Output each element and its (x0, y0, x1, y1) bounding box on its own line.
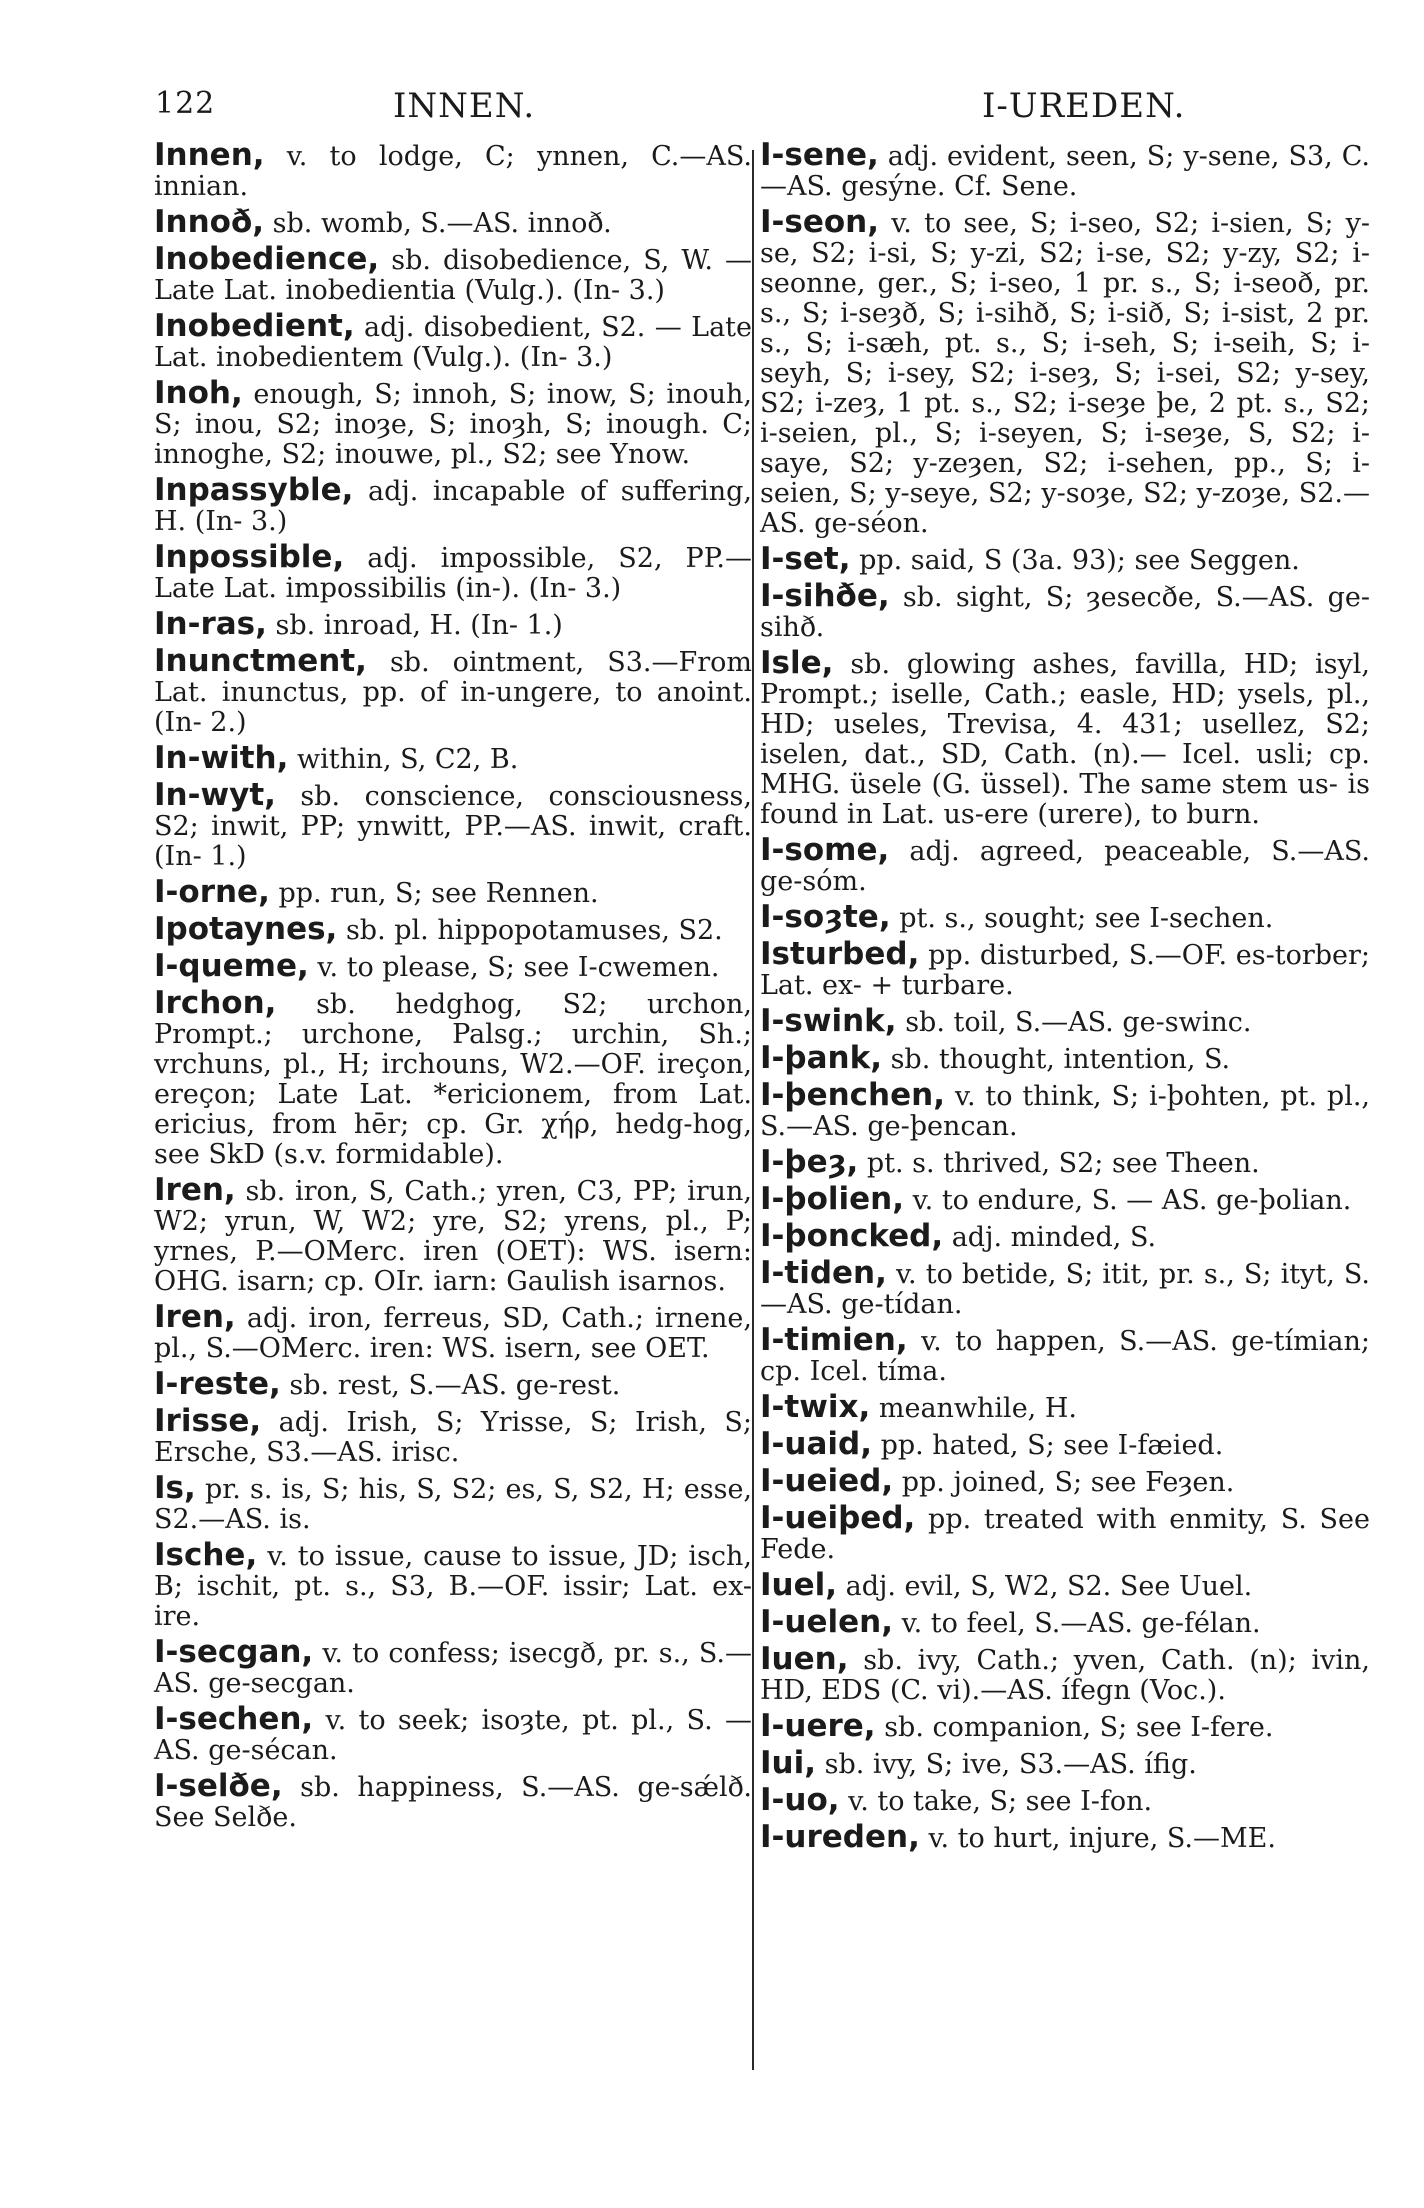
entry-headword: I-tiden, (760, 1255, 887, 1291)
entry-definition: pp. said, S (3a. 93); see Seggen. (859, 545, 1300, 576)
entry-headword: I-swink, (760, 1003, 897, 1039)
entry-headword: Iren, (154, 1299, 236, 1335)
dictionary-entry (760, 899, 1370, 935)
dictionary-entry (154, 911, 752, 947)
entry-headword: Inpossible, (154, 539, 345, 575)
entry-definition: adj. incapable of suffering, H. (In- 3.) (154, 476, 752, 537)
dictionary-entry (760, 1567, 1370, 1603)
entry-definition: v. to happen, S.—AS. ge-tímian; cp. Icel. tíma. (760, 1326, 1370, 1387)
entry-headword: Inoh, (154, 375, 243, 411)
entry-headword: Isle, (760, 645, 834, 681)
entry-definition: adj. disobedient, S2. — Late Lat. inobedientem (Vulg.). (In- 3.) (154, 312, 752, 373)
entry-headword: Irisse, (154, 1403, 262, 1439)
entry-headword: Inobedience, (154, 241, 380, 277)
entry-headword: I-uere, (760, 1708, 876, 1744)
dictionary-entry (760, 541, 1370, 577)
entry-definition: sb. glowing ashes, favilla, HD; isyl, Prompt.; iselle, Cath.; easle, HD; ysels, pl., HD; useles, Trevisa, 4. 431; usellez, S2; iselen, dat., SD, Cath. (n).— Icel. usli; cp. MHG. üsele (G. üssel). The same stem us- is found in Lat. us-ere (urere), to burn. (760, 649, 1370, 830)
dictionary-entry (154, 1634, 752, 1699)
entry-definition: enough, S; innoh, S; inow, S; inouh, S; inou, S2; inoȝe, S; inoȝh, S; inough. C; innoghe, S2; inouwe, pl., S2; see Ynow. (154, 379, 752, 470)
dictionary-entry (154, 539, 752, 604)
dictionary-entry (760, 936, 1370, 1001)
dictionary-entry (760, 1641, 1370, 1706)
dictionary-entry (154, 137, 752, 202)
entry-definition: adj. agreed, peaceable, S.—AS. ge-sóm. (760, 836, 1370, 897)
entry-headword: Ische, (154, 1537, 258, 1573)
entry-headword: Inpassyble, (154, 472, 354, 508)
entry-definition: v. to lodge, C; ynnen, C.—AS. innian. (154, 141, 752, 202)
dictionary-entry (760, 1782, 1370, 1818)
entry-headword: I-sene, (760, 137, 879, 173)
dictionary-entry (760, 1322, 1370, 1387)
entry-headword: I-þank, (760, 1040, 882, 1076)
entry-definition: sb. hedghog, S2; urchon, Prompt.; urchone, Palsg.; urchin, Sh.; vrchuns, pl., H; irchouns, W2.—OF. ireçon, ereçon; Late Lat. *ericionem, from Lat. ericius, from hēr; cp. Gr. χήρ, hedg-hog, see SkD (s.v. formidable). (154, 989, 752, 1170)
entry-definition: sb. iron, S, Cath.; yren, C3, PP; irun, W2; yrun, W, W2; yre, S2; yrens, pl., P; yrnes, P.—OMerc. iren (OET): WS. isern: OHG. isarn; cp. OIr. iarn: Gaulish isarnos. (154, 1176, 752, 1297)
column-divider (752, 150, 754, 2070)
entry-definition: v. to hurt, injure, S.—ME. (928, 1823, 1276, 1854)
dictionary-entry (760, 645, 1370, 830)
dictionary-entry (154, 606, 752, 642)
entry-definition: sb. disobedience, S, W. —Late Lat. inobedientia (Vulg.). (In- 3.) (154, 245, 752, 306)
entry-headword: Inunctment, (154, 643, 367, 679)
entry-headword: Ipotaynes, (154, 911, 338, 947)
entry-headword: Innoð, (154, 204, 265, 240)
dictionary-entry (760, 1144, 1370, 1180)
entry-definition: pt. s., sought; see I-sechen. (899, 903, 1274, 934)
entry-headword: I-twix, (760, 1389, 871, 1425)
entry-definition: adj. iron, ferreus, SD, Cath.; irnene, pl., S.—OMerc. iren: WS. isern, see OET. (154, 1303, 752, 1364)
dictionary-entry (154, 1537, 752, 1632)
entry-headword: I-sechen, (154, 1701, 314, 1737)
entry-definition: sb. conscience, consciousness, S2; inwit, PP; ynwitt, PP.—AS. inwit, craft. (In- 1.) (154, 781, 752, 872)
entry-definition: adj. minded, S. (951, 1222, 1157, 1253)
entry-definition: v. to endure, S. — AS. ge-þolian. (912, 1185, 1352, 1216)
entry-definition: sb. companion, S; see I-fere. (884, 1712, 1274, 1743)
entry-definition: pt. s. thrived, S2; see Theen. (866, 1148, 1260, 1179)
entry-definition: sb. ivy, S; ive, S3.—AS. ífig. (824, 1749, 1197, 1780)
entry-headword: I-ueiþed, (760, 1500, 916, 1536)
dictionary-entry (154, 1172, 752, 1297)
dictionary-entry (760, 204, 1370, 539)
entry-headword: I-seon, (760, 204, 880, 240)
dictionary-entry (760, 1218, 1370, 1254)
entry-definition: pp. run, S; see Rennen. (278, 878, 599, 909)
dictionary-entry (760, 1003, 1370, 1039)
dictionary-entry (154, 204, 752, 240)
dictionary-entry (760, 1040, 1370, 1076)
entry-headword: I-secgan, (154, 1634, 314, 1670)
entry-definition: v. to issue, cause to issue, JD; isch, B; ischit, pt. s., S3, B.—OF. issir; Lat. ex-ire. (154, 1541, 752, 1632)
dictionary-entry (154, 948, 752, 984)
entry-headword: I-þolien, (760, 1181, 905, 1217)
entry-definition: sb. pl. hippopotamuses, S2. (345, 915, 723, 946)
entry-headword: Innen, (154, 137, 265, 173)
entry-definition: pr. s. is, S; his, S, S2; es, S, S2, H; esse, S2.—AS. is. (154, 1474, 752, 1535)
entry-definition: v. to seek; isoȝte, pt. pl., S. —AS. ge-sécan. (154, 1705, 752, 1766)
entry-definition: meanwhile, H. (878, 1393, 1077, 1424)
entry-headword: Isturbed, (760, 936, 920, 972)
dictionary-entry (154, 740, 752, 776)
entry-headword: I-þenchen, (760, 1077, 946, 1113)
entry-headword: Irchon, (154, 985, 277, 1021)
dictionary-entry (760, 578, 1370, 643)
left-column (154, 137, 752, 1838)
dictionary-entry (154, 1701, 752, 1766)
entry-headword: I-timien, (760, 1322, 908, 1358)
entry-definition: adj. impossible, S2, PP.— Late Lat. impossibilis (in-). (In- 3.) (154, 543, 752, 604)
dictionary-entry (760, 1819, 1370, 1855)
dictionary-entry (154, 1768, 752, 1833)
entry-definition: adj. evident, seen, S; y-sene, S3, C.—AS. gesýne. Cf. Sene. (760, 141, 1370, 202)
entry-definition: pp. disturbed, S.—OF. es-torber; Lat. ex- + turbare. (760, 940, 1370, 1001)
entry-definition: sb. ointment, S3.—From Lat. inunctus, pp. of in-ungere, to anoint. (In- 2.) (154, 647, 752, 738)
entry-definition: v. to think, S; i-þohten, pt. pl., S.—AS. ge-þencan. (760, 1081, 1370, 1142)
dictionary-entry (760, 832, 1370, 897)
entry-definition: v. to betide, S; itit, pr. s., S; ityt, S.—AS. ge-tídan. (760, 1259, 1370, 1320)
entry-headword: I-some, (760, 832, 890, 868)
entry-definition: pp. treated with enmity, S. See Fede. (760, 1504, 1370, 1565)
running-head-right: I-UREDEN. (982, 86, 1186, 126)
entry-headword: I-queme, (154, 948, 309, 984)
entry-definition: within, S, C2, B. (297, 744, 519, 775)
entry-headword: I-uaid, (760, 1426, 872, 1462)
dictionary-entry (154, 874, 752, 910)
entry-definition: adj. evil, S, W2, S2. See Uuel. (845, 1571, 1253, 1602)
entry-headword: Iui, (760, 1745, 817, 1781)
entry-headword: In-wyt, (154, 777, 276, 813)
dictionary-entry (760, 1389, 1370, 1425)
dictionary-entry (154, 241, 752, 306)
right-column (760, 137, 1370, 1859)
entry-headword: In-with, (154, 740, 289, 776)
dictionary-entry (760, 1181, 1370, 1217)
dictionary-entry (760, 1708, 1370, 1744)
entry-headword: I-orne, (154, 874, 270, 910)
entry-definition: sb. inroad, H. (In- 1.) (275, 610, 563, 641)
entry-headword: In-ras, (154, 606, 267, 642)
entry-definition: v. to confess; isecgð, pr. s., S.—AS. ge-secgan. (154, 1638, 752, 1699)
entry-definition: sb. toil, S.—AS. ge-swinc. (905, 1007, 1252, 1038)
dictionary-entry (154, 308, 752, 373)
entry-definition: v. to take, S; see I-fon. (848, 1786, 1153, 1817)
entry-definition: pp. joined, S; see Feȝen. (901, 1467, 1235, 1498)
entry-headword: I-soȝte, (760, 899, 891, 935)
entry-headword: Iren, (154, 1172, 236, 1208)
entry-headword: I-selðe, (154, 1768, 283, 1804)
dictionary-entry (154, 1299, 752, 1364)
entry-headword: I-þoncked, (760, 1218, 944, 1254)
entry-headword: I-ureden, (760, 1819, 920, 1855)
entry-headword: Is, (154, 1470, 196, 1506)
entry-definition: sb. ivy, Cath.; yven, Cath. (n); ivin, HD, EDS (C. vi).—AS. ífegn (Voc.). (760, 1645, 1370, 1706)
entry-headword: I-set, (760, 541, 851, 577)
entry-headword: I-þeȝ, (760, 1144, 859, 1180)
entry-headword: Iuen, (760, 1641, 849, 1677)
dictionary-entry (760, 1426, 1370, 1462)
dictionary-entry (154, 375, 752, 470)
entry-definition: sb. happiness, S.—AS. ge-sǽlð. See Selðe. (154, 1772, 752, 1833)
dictionary-entry (760, 1745, 1370, 1781)
entry-definition: v. to please, S; see I-cwemen. (317, 952, 720, 983)
dictionary-entry (154, 1366, 752, 1402)
entry-definition: sb. thought, intention, S. (890, 1044, 1231, 1075)
entry-definition: pp. hated, S; see I-fæied. (880, 1430, 1224, 1461)
entry-headword: I-uelen, (760, 1604, 893, 1640)
entry-headword: I-reste, (154, 1366, 281, 1402)
entry-definition: sb. sight, S; ȝesecðe, S.—AS. ge-sihð. (760, 582, 1370, 643)
entry-definition: adj. Irish, S; Yrisse, S; Irish, S; Ersche, S3.—AS. irisc. (154, 1407, 752, 1468)
entry-headword: I-sihðe, (760, 578, 890, 614)
entry-headword: Iuel, (760, 1567, 838, 1603)
page-number: 122 (155, 86, 216, 121)
entry-headword: Inobedient, (154, 308, 355, 344)
dictionary-entry (154, 1470, 752, 1535)
dictionary-entry (760, 1604, 1370, 1640)
dictionary-entry (154, 643, 752, 738)
dictionary-entry (154, 985, 752, 1170)
entry-definition: sb. womb, S.—AS. innoð. (272, 208, 612, 239)
entry-definition: sb. rest, S.—AS. ge-rest. (289, 1370, 621, 1401)
entry-headword: I-ueied, (760, 1463, 894, 1499)
entry-definition: v. to see, S; i-seo, S2; i-sien, S; y-se, S2; i-si, S; y-zi, S2; i-se, S2; y-zy, S2; i-seonne, ger., S; i-seo, 1 pr. s., S; i-seoð, pr. s., S; i-seȝð, S; i-sihð, S; i-sið, S; i-sist, 2 pr. s., S; i-sæh, pt. s., S; i-seh, S; i-seih, S; i-seyh, S; i-sey, S2; i-seȝ, S; i-sei, S2; y-sey, S2; i-zeȝ, 1 pt. s., S2; i-seȝe þe, 2 pt. s., S2; i-seien, pl., S; i-seyen, S; i-seȝe, S, S2; i-saye, S2; y-zeȝen, S2; i-sehen, pp., S; i-seien, S; y-seye, S2; y-soȝe, S2; y-zoȝe, S2.—AS. ge-séon. (760, 208, 1370, 539)
dictionary-entry (760, 1500, 1370, 1565)
dictionary-entry (154, 472, 752, 537)
dictionary-entry (154, 1403, 752, 1468)
dictionary-entry (760, 137, 1370, 202)
dictionary-entry (760, 1077, 1370, 1142)
entry-headword: I-uo, (760, 1782, 840, 1818)
dictionary-entry (760, 1255, 1370, 1320)
dictionary-entry (154, 777, 752, 872)
entry-definition: v. to feel, S.—AS. ge-félan. (901, 1608, 1261, 1639)
running-head-left: INNEN. (393, 86, 536, 126)
dictionary-entry (760, 1463, 1370, 1499)
